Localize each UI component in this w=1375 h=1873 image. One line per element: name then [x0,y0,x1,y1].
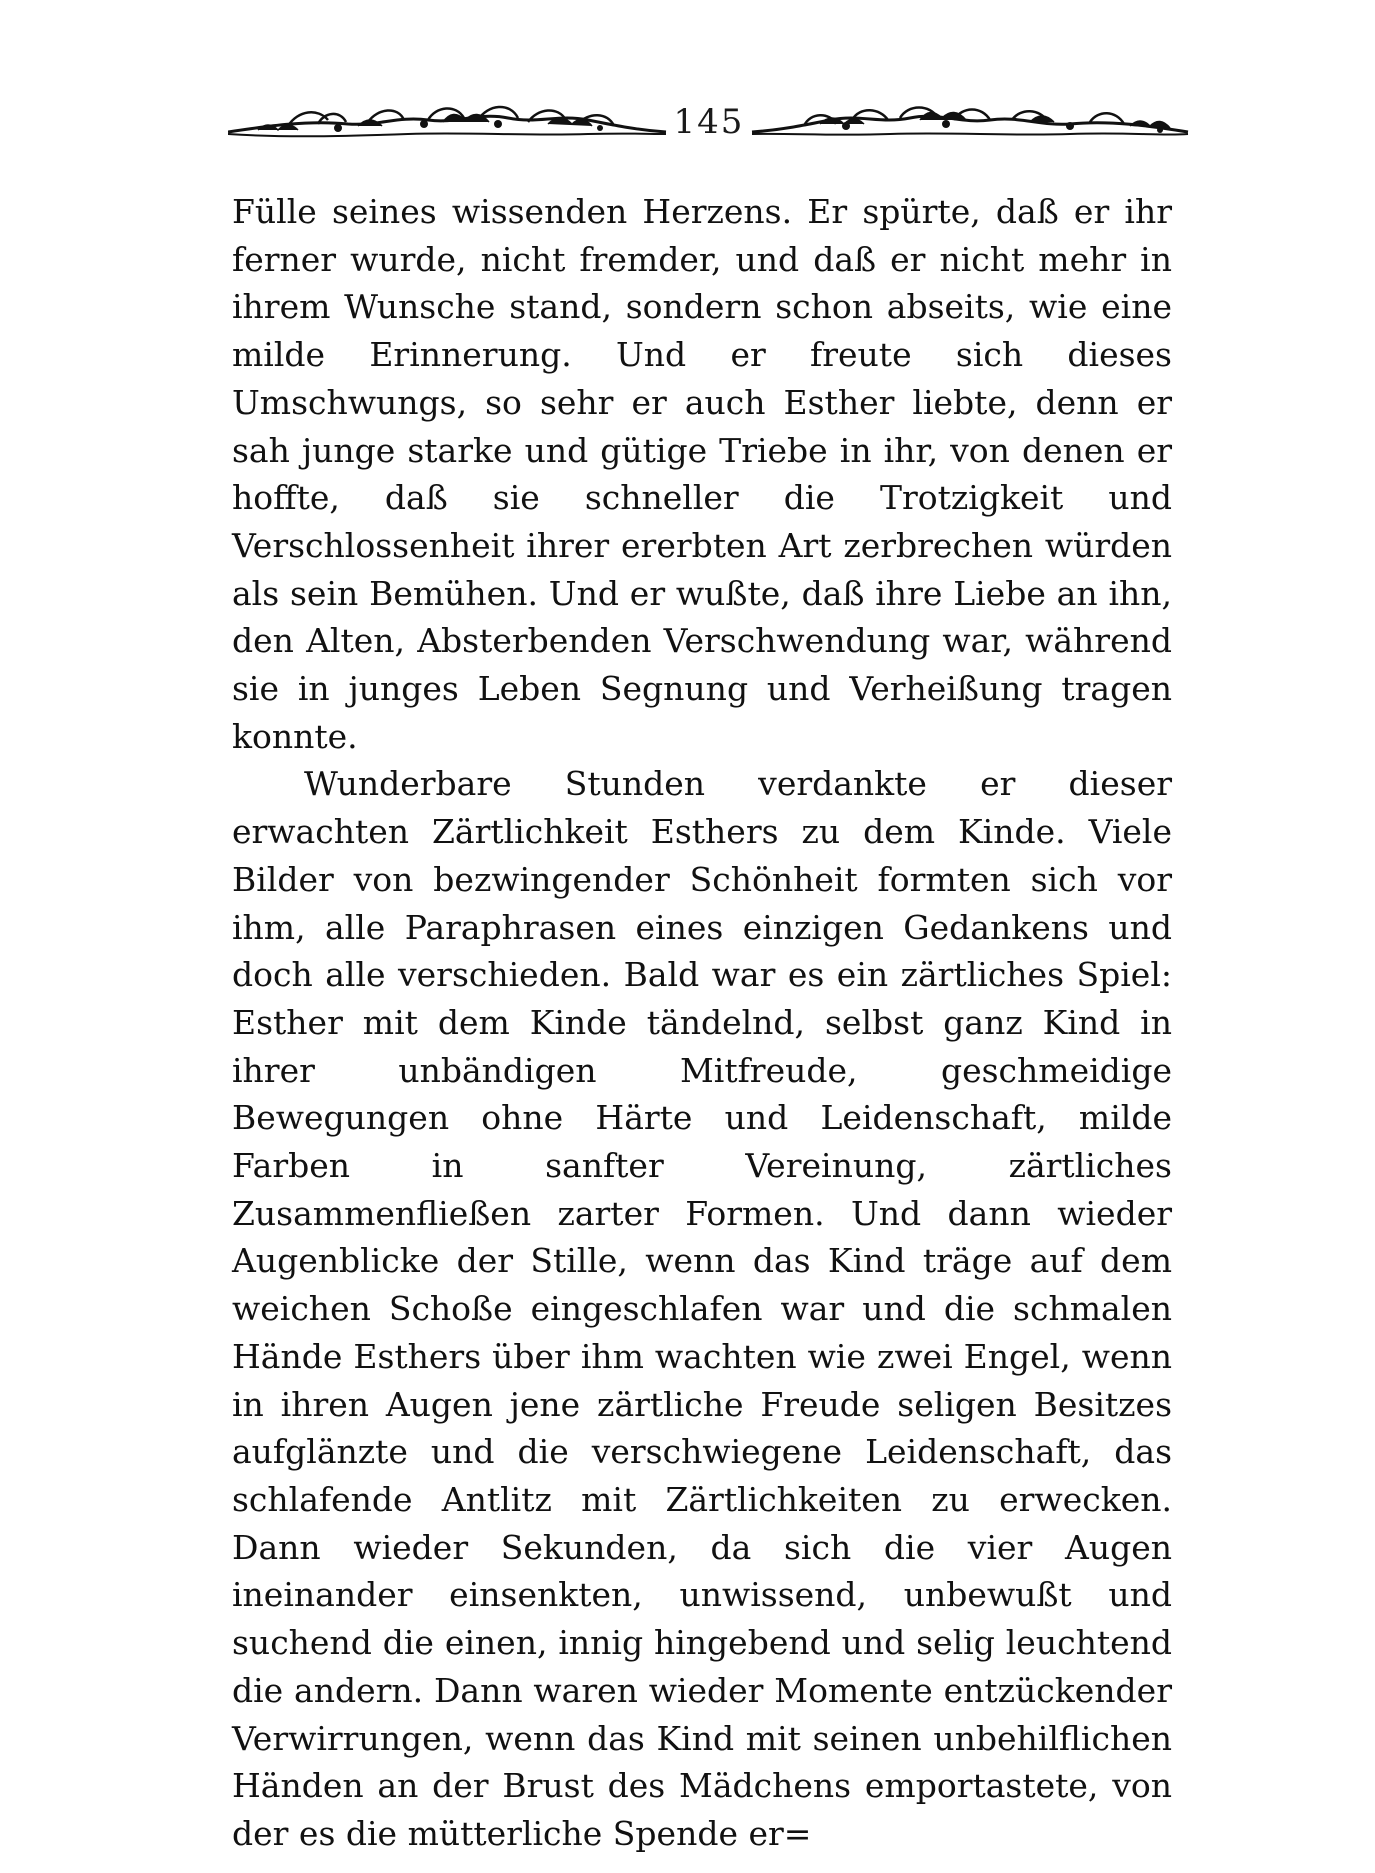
vine-ornament-icon [750,90,1190,150]
paragraph: Wunderbare Stunden verdankte er dieser erwachten Zärtlichkeit Esthers zu dem Kinde. Viele Bilder von bezwingender Schönheit formten sich vor ihm, alle Paraphrasen eines einzigen Gedankens und doch alle verschieden. Bald war es ein zärtliches Spiel: Esther mit dem Kinde tändelnd, selbst ganz Kind in ihrer unbändigen Mitfreude, geschmeidige Bewegungen ohne Härte und Leidenschaft, milde Farben in sanfter Vereinung, zärtliches Zusammenfließen zarter Formen. Und dann wieder Augenblicke der Stille, wenn das Kind träge auf dem weichen Schoße eingeschlafen war und die schmalen Hände Esthers über ihm wachten wie zwei Engel, wenn in ihren Augen jene zärtliche Freude seligen Besitzes aufglänzte und die verschwiegene Leidenschaft, das schlafende Antlitz mit Zärtlichkeiten zu erwecken. Dann wieder Sekunden, da sich die vier Augen ineinander einsenkten, unwissend, unbewußt und suchend die einen, innig hingebend und selig leuchtend die andern. Dann waren wieder Momente entzückender Verwirrungen, wenn das Kind mit seinen unbehilflichen Händen an der Brust des Mädchens emportastete, von der es die mütterliche Spende er= [232,764,1172,1853]
body-text [232,188,1172,1858]
page-header [228,80,1190,150]
page-number: 145 [673,102,745,142]
vine-ornament-icon [228,90,668,150]
paragraph: Fülle seines wissenden Herzens. Er spürte, daß er ihr ferner wurde, nicht fremder, und daß er nicht mehr in ihrem Wunsche stand, sondern schon abseits, wie eine milde Erinnerung. Und er freute sich dieses Umschwungs, so sehr er auch Esther liebte, denn er sah junge starke und gütige Triebe in ihr, von denen er hoffte, daß sie schneller die Trotzigkeit und Verschlossenheit ihrer ererbten Art zerbrechen würden als sein Bemühen. Und er wußte, daß ihre Liebe an ihn, den Alten, Absterbenden Verschwendung war, während sie in junges Leben Segnung und Verheißung tragen konnte. [232,192,1172,756]
